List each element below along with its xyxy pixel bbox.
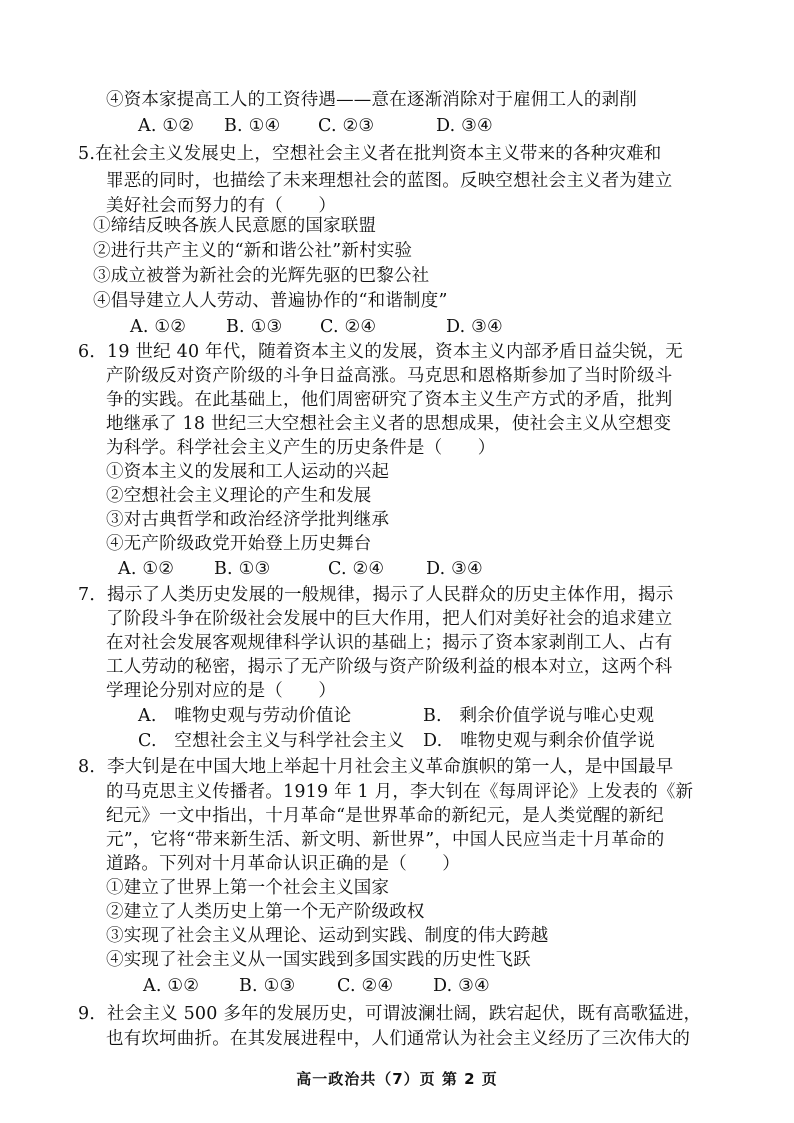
q6-option-d: D. ③④: [426, 559, 483, 579]
q5-item: ②进行共产主义的“新和谐公社”新村实验: [93, 241, 413, 261]
q5-options: [130, 315, 503, 339]
q9-stem-line: 9．社会主义 500 多年的发展历史，可谓波澜壮阔，跌宕起伏，既有高歌猛进，: [78, 1004, 702, 1024]
q5-item: ③成立被誉为新社会的光辉先驱的巴黎公社: [93, 266, 430, 286]
q6-item: ③对古典哲学和政治经济学批判继承: [106, 510, 390, 530]
q4-option-b: B. ①④: [224, 116, 281, 136]
q6-stem-line: 地继承了 18 世纪三大空想社会主义者的思想成果，使社会主义从空想变: [106, 414, 672, 434]
q5-option-a: A. ①②: [130, 317, 187, 337]
page-footer: 高一政治共（7）页 第 2 页: [296, 1070, 498, 1088]
q4-option-a: A. ①②: [138, 116, 195, 136]
q6-option-a: A. ①②: [118, 559, 175, 579]
q6-item: ④无产阶级政党开始登上历史舞台: [106, 534, 372, 554]
q6-option-c: C. ②④: [328, 559, 385, 579]
q8-item: ④实现了社会主义从一国实践到多国实践的历史性飞跃: [106, 950, 531, 970]
q4-option-d: D. ③④: [436, 116, 493, 136]
q6-stem-line: 为科学。科学社会主义产生的历史条件是（ ）: [106, 438, 496, 458]
q7-option-c: C. 空想社会主义与科学社会主义: [138, 731, 405, 751]
q6-stem-line: 6．19 世纪 40 年代，随着资本主义的发展，资本主义内部矛盾日益尖锐，无: [78, 342, 683, 362]
q8-option-c: C. ②④: [337, 976, 394, 996]
q4-options: [138, 114, 493, 138]
q8-option-a: A. ①②: [143, 976, 200, 996]
q8-item: ①建立了世界上第一个社会主义国家: [106, 878, 390, 898]
q6-stem-line: 产阶级反对资产阶级的斗争日益高涨。马克思和恩格斯参加了当时阶级斗: [106, 366, 673, 386]
q5-option-b: B. ①③: [226, 317, 283, 337]
q5-option-d: D. ③④: [446, 317, 503, 337]
q8-option-b: B. ①③: [239, 976, 296, 996]
q8-option-d: D. ③④: [433, 976, 490, 996]
q8-stem-line: 道路。下列对十月革命认识正确的是（ ）: [106, 854, 460, 874]
q6-options: [118, 557, 483, 581]
q8-item: ③实现了社会主义从理论、运动到实践、制度的伟大跨越: [106, 926, 549, 946]
q6-item: ①资本主义的发展和工人运动的兴起: [106, 462, 390, 482]
q8-stem-line: 纪元》一文中指出，十月革命“是世界革命的新纪元，是人类觉醒的新纪: [106, 806, 664, 826]
q5-stem-line: 罪恶的同时，也描绘了未来理想社会的蓝图。反映空想社会主义者为建立: [106, 171, 673, 191]
q9-stem-line: 也有坎坷曲折。在其发展进程中，人们通常认为社会主义经历了三次伟大的: [106, 1029, 691, 1049]
q7-stem-line: 7．揭示了人类历史发展的一般规律，揭示了人民群众的历史主体作用，揭示: [78, 585, 674, 605]
q5-stem-line: 5.在社会主义发展史上，空想社会主义者在批判资本主义带来的各种灾难和: [78, 144, 662, 164]
q7-stem-line: 了阶段斗争在阶级社会发展中的巨大作用，把人们对美好社会的追求建立: [106, 609, 673, 629]
q6-item: ②空想社会主义理论的产生和发展: [106, 486, 372, 506]
q5-item: ④倡导建立人人劳动、普遍协作的“和谐制度”: [93, 291, 448, 311]
q7-stem-line: 学理论分别对应的是（ ）: [106, 681, 337, 701]
q7-option-a: A. 唯物史观与劳动价值论: [138, 706, 352, 726]
q8-item: ②建立了人类历史上第一个无产阶级政权: [106, 902, 425, 922]
q8-stem-line: 元”，它将“带来新生活、新文明、新世界”，中国人民应当走十月革命的: [106, 830, 665, 850]
q4-option-c: C. ②③: [318, 116, 375, 136]
q5-stem-line: 美好社会而努力的有（ ）: [106, 196, 337, 216]
q8-stem-line: 8．李大钊是在中国大地上举起十月社会主义革命旗帜的第一人，是中国最早: [78, 757, 674, 777]
q8-options: [143, 974, 490, 998]
q7-stem-line: 在对社会发展客观规律科学认识的基础上；揭示了资本家剥削工人、占有: [106, 633, 673, 653]
q6-stem-line: 争的实践。在此基础上，他们周密研究了资本主义生产方式的矛盾，批判: [106, 390, 673, 410]
q5-item: ①缔结反映各族人民意愿的国家联盟: [93, 216, 377, 236]
q5-option-c: C. ②④: [320, 317, 377, 337]
q7-option-b: B. 剩余价值学说与唯心史观: [423, 706, 655, 726]
q7-stem-line: 工人劳动的秘密，揭示了无产阶级与资产阶级利益的根本对立，这两个科: [106, 657, 673, 677]
q8-stem-line: 的马克思主义传播者。1919 年 1 月，李大钊在《每周评论》上发表的《新: [106, 782, 694, 802]
q6-option-b: B. ①③: [214, 559, 271, 579]
q4-item-4: ④资本家提高工人的工资待遇——意在逐渐消除对于雇佣工人的剥削: [106, 90, 637, 110]
q7-option-d: D. 唯物史观与剩余价值学说: [423, 731, 655, 751]
